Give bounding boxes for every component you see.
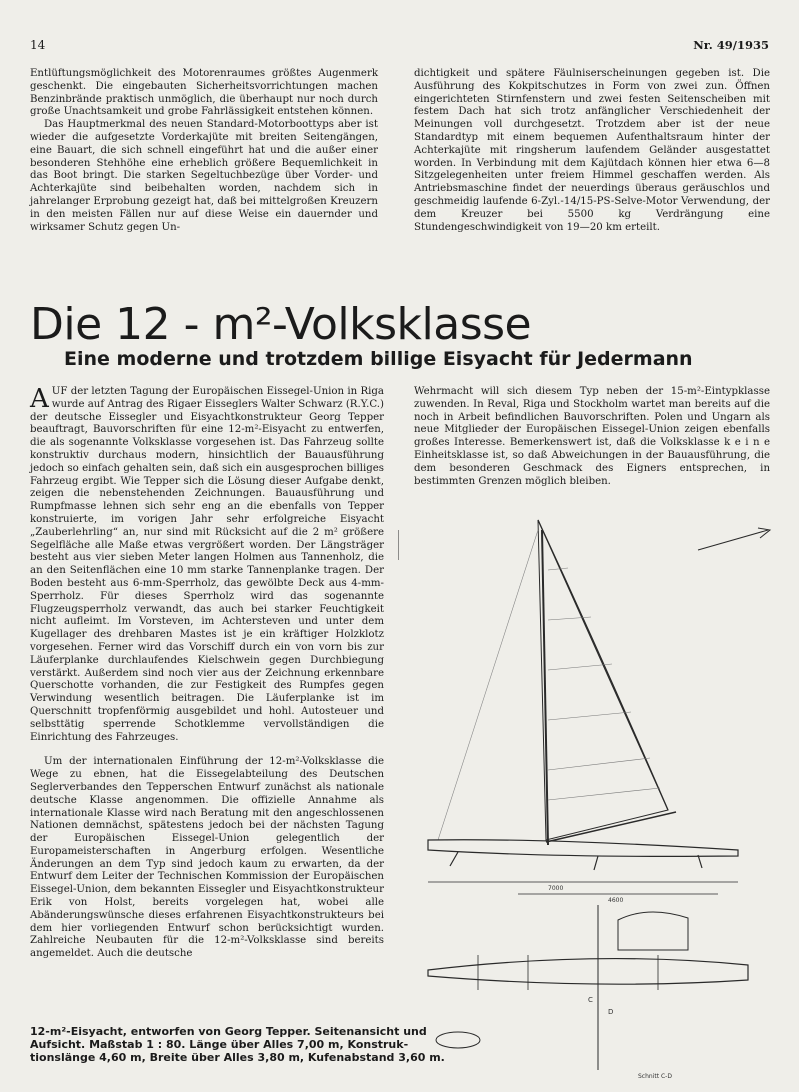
top-right-column bbox=[414, 68, 770, 234]
article-subtitle: Eine moderne und trotzdem billige Eisyacht für Jedermann bbox=[64, 348, 693, 370]
sail-battens bbox=[548, 568, 660, 800]
label-c: C bbox=[588, 996, 593, 1004]
drop-cap: A bbox=[30, 384, 49, 414]
plank-section bbox=[436, 1032, 480, 1048]
label-d: D bbox=[608, 1008, 614, 1016]
section-label: Schnitt C-D bbox=[638, 1073, 672, 1080]
paragraph: Das Hauptmerkmal des neuen Standard-Motorboottyps aber ist wieder die aufgesetzte Vorderkajüte mit breiten Seitengängen, eine Bauart, die sich schnell eingeführt hat und die außer einer besonderen Stehhöhe eine erheblich größere Bequemlichkeit in das Boot bringt. Die starken Segeltuchbezüge über Vorder- und Achterkajüte sind beibehalten worden, nachdem sich in jahrelanger Erprobung gezeigt hat, daß bei mittelgroßen Kreuzern in den meisten Fällen nur auf diese Weise ein dauernder und wirksamer Schutz gegen Un- bbox=[30, 119, 378, 233]
article-right-column bbox=[414, 386, 770, 488]
boom bbox=[546, 812, 676, 842]
issue-number: Nr. 49/1935 bbox=[693, 38, 769, 52]
dimension-construction: 4600 bbox=[608, 897, 624, 904]
forestay bbox=[438, 530, 538, 840]
paragraph: Entlüftungsmöglichkeit des Motorenraumes größtes Augenmerk geschenkt. Die eingebauten Sicherheitsvorrichtungen machen Benzinbrände praktisch unmöglich, die überhaupt nur noch durch große Unachtsamkeit und grobe Fahrlässigkeit entstehen können. bbox=[30, 68, 378, 118]
article-left-column bbox=[30, 386, 384, 961]
ice-yacht-drawing bbox=[398, 510, 788, 1090]
paragraph: Wehrmacht will sich diesem Typ neben der 15-m²-Eintypklasse zuwenden. In Reval, Riga und Stockholm wartet man bereits auf die noch in Arbeit befindlichen Bauvorschriften. Polen und Ungarn als neue Mitglieder der Europäischen Eissegel-Union zeigen ebenfalls großes Interesse. Bemerkenswert ist, daß die Volksklasse k e i n e Einheitsklasse ist, so daß Abweichungen in der Bauausführung, die dem besonderen Geschmack des Eigners entsprechen, in bestimmten Grenzen möglich bleiben. bbox=[414, 386, 770, 487]
cross-section bbox=[618, 912, 688, 950]
page-number: 14 bbox=[30, 38, 46, 52]
top-left-column bbox=[30, 68, 378, 234]
hull-side bbox=[428, 840, 738, 857]
dimension-total: 7000 bbox=[548, 885, 564, 892]
runners bbox=[450, 852, 702, 870]
sail-outline bbox=[538, 520, 668, 840]
hull-plan bbox=[428, 959, 748, 985]
paragraph: dichtigkeit und spätere Fäulniserscheinungen gegeben ist. Die Ausführung des Kokpitschutzes in Form von zwei zun. Öffnen eingerichteten Stirnfenstern und zwei festen Seitenscheiben mit festem Dach hat sich trotz anfänglicher Verschiedenheit der Meinungen voll durchgesetzt. Trotzdem aber ist der neue Standardtyp mit einem bequemen Aufenthaltsraum hinter der Achterkajüte mit ringsherum laufendem Geländer ausgestattet worden. In Verbindung mit dem Kajütdach können hier etwa 6—8 Sitzgelegenheiten unter freiem Himmel geschaffen werden. Als Antriebsmaschine findet der neuerdings überaus geräuschlos und geschmeidig laufende 6-Zyl.-14/15-PS-Selve-Motor Verwendung, der dem Kreuzer bei 5500 kg Verdrängung eine Stundengeschwindigkeit von 19—20 km erteilt. bbox=[414, 68, 770, 233]
first-paragraph: AUF der letzten Tagung der Europäischen Eissegel-Union in Riga wurde auf Antrag des Rigaer Eisseglers Walter Schwarz (R.Y.C.) der deutsche Eissegler und Eisyachtkonstrukteur Georg Tepper beauftragt, Bauvorschriften für eine 12-m²-Eisyacht zu entwerfen, die als sogenannte Volksklasse vorgesehen ist. Das Fahrzeug sollte konstruktiv durchaus modern, hinsichtlich der Bauausführung jedoch so einfach gehalten sein, daß sich ein ausgesprochen billiges Fahrzeug ergibt. Wie Tepper sich die Lösung dieser Aufgabe denkt, zeigen die nebenstehenden Zeichnungen. Bauausführung und Rumpfmasse lehnen sich sehr eng an die ebenfalls von Tepper konstruierte, im vorigen Jahr sehr erfolgreiche Eisyacht „Zauberlehrling“ an, nur sind mit Rücksicht auf die 2 m² größere Segelfläche alle Maße etwas vergrößert worden. Der Längsträger besteht aus vier sieben Meter langen Holmen aus Tannenholz, die an den Seitenflächen eine 10 mm starke Tannenplanke tragen. Der Boden besteht aus 6-mm-Sperrholz, das gewölbte Deck aus 4-mm-Sperrholz. Für dieses Sperrholz wird das sogenannte Flugzeugsperrholz verwandt, das auch bei starker Feuchtigkeit nicht aufleimt. Im Vorsteven, im Achtersteven und unter dem Kugellager des drehbaren Mastes ist je ein kräftiger Holzklotz vorgesehen. Ferner wird das Vorschiff durch ein von vorn bis zur Läuferplanke durchlaufendes Kielschwein gegen Durchbiegung verstärkt. Außerdem sind noch vier aus der Zeichnung erkennbare Querschotte vorhanden, die zur Festigkeit des Rumpfes gegen Verwindung wesentlich beitragen. Die Läuferplanke ist im Querschnitt tropfenförmig ausgebildet und hohl. Autosteuer und selbsttätig sperrende Schotklemme vervollständigen die Einrichtung des Fahrzeuges. bbox=[30, 384, 384, 743]
article-title: Die 12 - m²-Volksklasse bbox=[30, 299, 532, 350]
wind-arrow bbox=[698, 528, 770, 550]
figure-caption: 12-m²-Eisyacht, entworfen von Georg Tepper. Seitenansicht und Aufsicht. Maßstab 1 : 80. Länge über Alles 7,00 m, Konstruk- tionslänge 4,60 m, Breite über Alles 3,80 m, Kufenabstand 3,60 m. bbox=[30, 1025, 445, 1064]
paragraph: Um der internationalen Einführung der 12-m²-Volksklasse die Wege zu ebnen, hat die Eissegelabteilung des Deutschen Seglerverbandes den Tepperschen Entwurf zunächst als nationale deutsche Klasse angenommen. Die offizielle Annahme als internationale Klasse wird nach Beratung mit den angeschlossenen Nationen demnächst, spätestens jedoch bei der nächsten Tagung der Europäischen Eissegel-Union gelegentlich der Europameisterschaften in Angerburg erfolgen. Wesentliche Änderungen an dem Typ sind jedoch kaum zu erwarten, da der Entwurf dem Leiter der Technischen Kommission der Europäischen Eissegel-Union, dem bekannten Eissegler und Eisyachtkonstrukteur Erik von Holst, bereits vorgelegen hat, wobei alle Abänderungswünsche dieses erfahrenen Eisyachtkonstrukteurs bei dem hier vorliegenden Entwurf schon berücksichtigt wurden. Zahlreiche Neubauten für die 12-m²-Volksklasse sind bereits angemeldet. Auch die deutsche bbox=[30, 756, 384, 960]
